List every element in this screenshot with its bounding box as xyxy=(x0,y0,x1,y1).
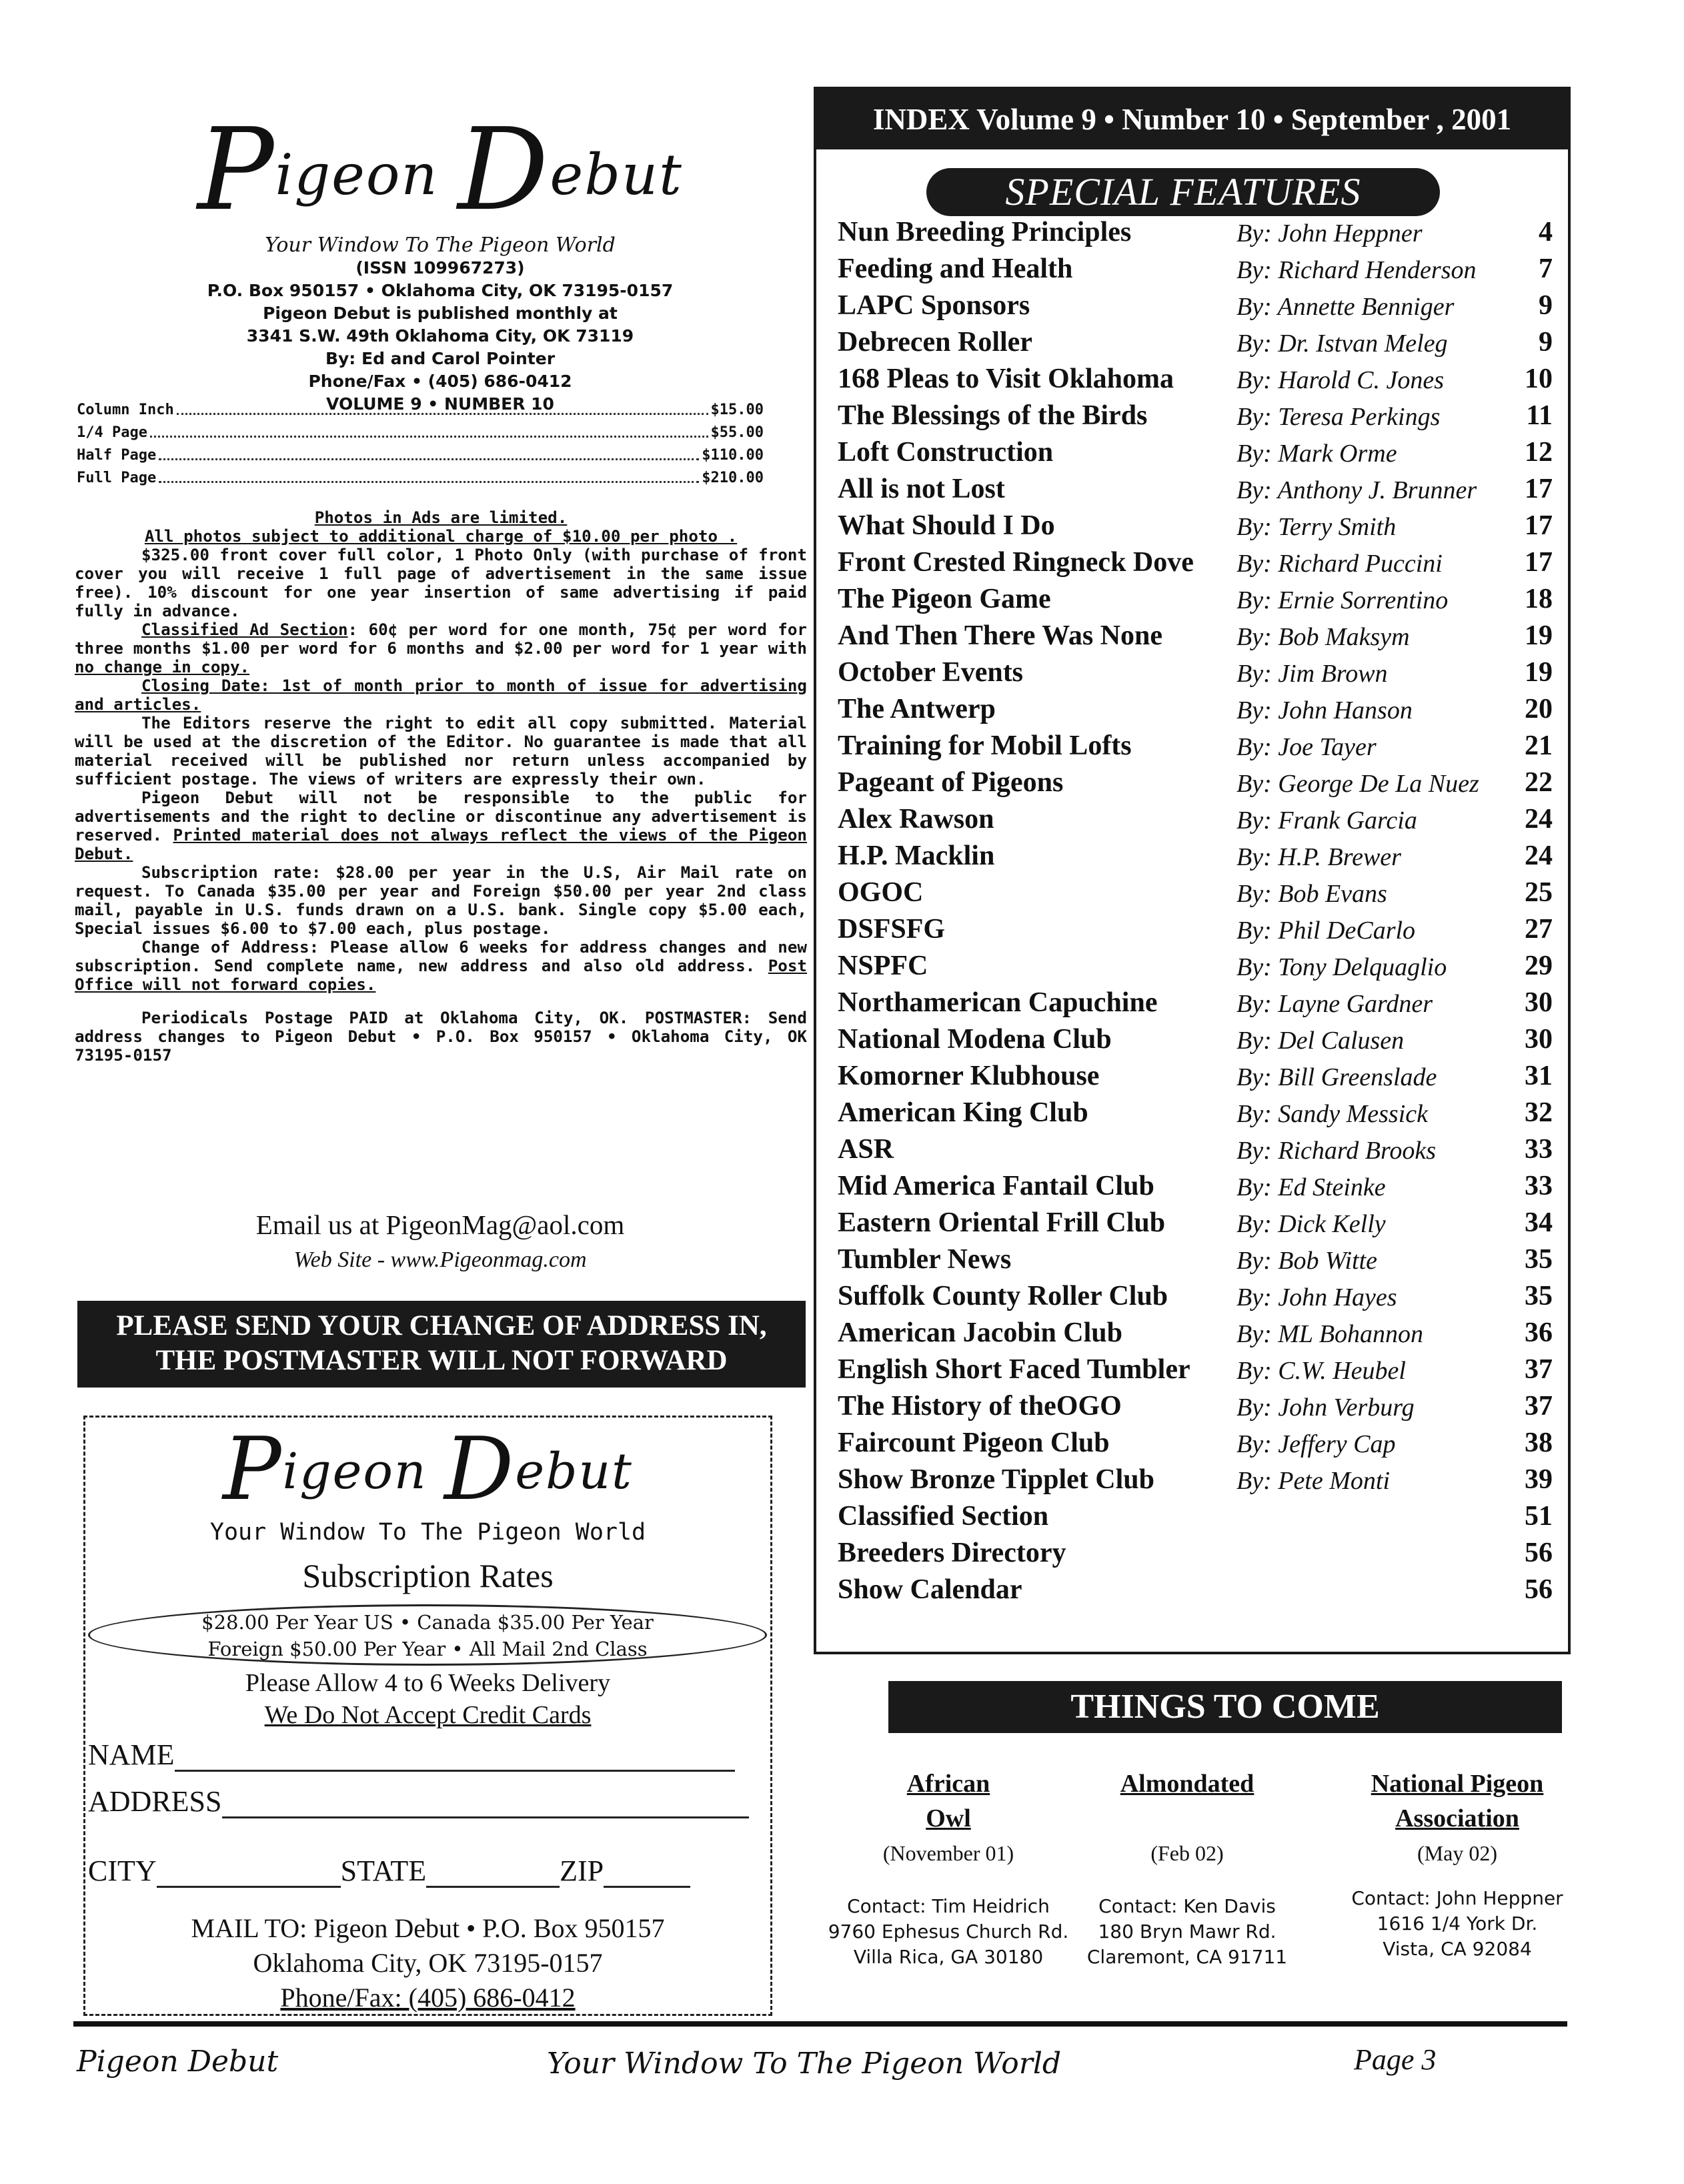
entry-page: 27 xyxy=(1525,914,1553,945)
front-cover-offer: $325.00 front cover full color, 1 Photo Only (with purchase of front cover you will receive 1 full page of advertisement in the same issue free). 10% discount for one year insertion of same advertising if paid fully in advance. xyxy=(75,546,807,620)
entry-title: Eastern Oriental Frill Club xyxy=(838,1207,1166,1238)
index-entry xyxy=(838,1353,1565,1390)
entry-author: By: Richard Henderson xyxy=(1236,256,1477,284)
name-field[interactable]: NAME xyxy=(88,1738,735,1772)
entry-title: American King Club xyxy=(838,1097,1088,1128)
index-entry xyxy=(838,620,1565,656)
event-street: 9760 Ephesus Church Rd. xyxy=(828,1921,1069,1943)
event-name-line2: Owl xyxy=(926,1804,971,1832)
entry-title: The History of theOGO xyxy=(838,1391,1122,1422)
event-item xyxy=(822,1766,1075,1970)
entry-page: 33 xyxy=(1525,1134,1553,1165)
entry-title: The Pigeon Game xyxy=(838,584,1051,614)
entry-page: 9 xyxy=(1539,290,1553,321)
index-entry xyxy=(838,1390,1565,1427)
event-street: 180 Bryn Mawr Rd. xyxy=(1098,1921,1277,1943)
entry-page: 25 xyxy=(1525,877,1553,908)
entry-author: By: Teresa Perkings xyxy=(1236,403,1441,431)
mailing-instructions: MAIL TO: Pigeon Debut • P.O. Box 950157 Oklahoma City, OK 73195-0157 Phone/Fax: (405) 686-0412 xyxy=(191,1913,665,2013)
entry-author: By: Bob Maksym xyxy=(1236,623,1410,651)
entry-author: By: Terry Smith xyxy=(1236,513,1397,541)
event-item xyxy=(1331,1766,1584,1962)
entry-page: 37 xyxy=(1525,1391,1553,1422)
entry-author: By: Jeffery Cap xyxy=(1236,1430,1396,1458)
entry-page: 24 xyxy=(1525,804,1553,835)
address-field[interactable]: ADDRESS xyxy=(88,1784,749,1818)
entry-author: By: Pete Monti xyxy=(1236,1467,1391,1495)
index-entry xyxy=(838,1500,1565,1537)
publication-note: Pigeon Debut is published monthly at xyxy=(263,304,618,323)
entry-author: By: Bill Greenslade xyxy=(1236,1063,1437,1091)
entry-author: By: C.W. Heubel xyxy=(1236,1357,1406,1385)
responsibility-note: Pigeon Debut will not be responsible to the public for advertisements and the right to decline or discontinue any advertisement is reserved. Printed material does not always reflect the views of the Pigeon Debut. xyxy=(75,788,807,863)
entry-page: 56 xyxy=(1525,1538,1553,1568)
entry-page: 9 xyxy=(1539,327,1553,358)
entry-title: LAPC Sponsors xyxy=(838,290,1030,321)
entry-author: By: H.P. Brewer xyxy=(1236,843,1401,871)
special-features-heading: SPECIAL FEATURES xyxy=(926,168,1440,216)
entry-page: 37 xyxy=(1525,1354,1553,1385)
index-entry xyxy=(838,1207,1565,1243)
editors-note: The Editors reserve the right to edit all copy submitted. Material will be used at the discretion of the Editor. No guarantee is made that all material received will be published nor return unless accompanied by sufficient postage. The views of writers are expressly their own. xyxy=(75,714,807,788)
entry-title: Nun Breeding Principles xyxy=(838,217,1132,247)
entry-page: 7 xyxy=(1539,253,1553,284)
photos-limited: Photos in Ads are limited. xyxy=(314,508,568,527)
index-entry xyxy=(838,1537,1565,1574)
entry-page: 36 xyxy=(1525,1317,1553,1348)
entry-page: 56 xyxy=(1525,1574,1553,1605)
index-entry xyxy=(838,253,1565,290)
index-entry xyxy=(838,400,1565,436)
index-entry xyxy=(838,216,1565,253)
entry-title: Pageant of Pigeons xyxy=(838,767,1064,798)
periodicals-note: Periodicals Postage PAID at Oklahoma City, OK. POSTMASTER: Send address changes to Pigeon Debut • P.O. Box 950157 • Oklahoma City, OK 73195-0157 xyxy=(75,1009,807,1065)
entry-title: Suffolk County Roller Club xyxy=(838,1281,1168,1311)
index-entry xyxy=(838,1243,1565,1280)
ad-rate-row: Full Page $210.00 xyxy=(77,467,764,490)
entry-title: English Short Faced Tumbler xyxy=(838,1354,1190,1385)
index-entry xyxy=(838,290,1565,326)
entry-title: And Then There Was None xyxy=(838,620,1163,651)
index-entry xyxy=(838,1317,1565,1353)
entry-title: ASR xyxy=(838,1134,894,1165)
event-name-line2: Association xyxy=(1395,1804,1519,1832)
phone-fax: Phone/Fax • (405) 686-0412 xyxy=(308,372,572,391)
things-to-come-heading: THINGS TO COME xyxy=(888,1681,1562,1733)
coupon-tagline: Your Window To The Pigeon World xyxy=(209,1519,646,1546)
entry-title: What Should I Do xyxy=(838,510,1055,541)
street-address: 3341 S.W. 49th Oklahoma City, OK 73119 xyxy=(246,326,634,346)
entry-page: 22 xyxy=(1525,767,1553,798)
entry-author: By: John Hanson xyxy=(1236,696,1413,724)
coupon-logo: Pigeon Debut xyxy=(223,1418,633,1520)
event-city: Claremont, CA 91711 xyxy=(1086,1946,1288,1968)
closing-date: Closing Date: 1st of month prior to month of issue for advertising and articles. xyxy=(75,676,807,714)
entry-author: By: ML Bohannon xyxy=(1236,1320,1424,1348)
entry-page: 24 xyxy=(1525,841,1553,871)
entry-page: 20 xyxy=(1525,694,1553,724)
entry-author: By: Ed Steinke xyxy=(1236,1173,1386,1201)
index-entry xyxy=(838,1170,1565,1207)
ad-rate-row: 1/4 Page $55.00 xyxy=(77,422,764,444)
entry-page: 35 xyxy=(1525,1244,1553,1275)
entry-author: By: John Heppner xyxy=(1236,219,1423,247)
entry-title: Show Calendar xyxy=(838,1574,1022,1605)
entry-author: By: Harold C. Jones xyxy=(1236,366,1444,394)
entry-page: 19 xyxy=(1525,620,1553,651)
entry-title: The Blessings of the Birds xyxy=(838,400,1148,431)
index-entry xyxy=(838,950,1565,987)
coupon-title: Subscription Rates xyxy=(302,1557,554,1594)
entry-page: 38 xyxy=(1525,1428,1553,1458)
index-entry xyxy=(838,987,1565,1023)
index-entry xyxy=(838,1464,1565,1500)
entry-page: 32 xyxy=(1525,1097,1553,1128)
entry-page: 21 xyxy=(1525,730,1553,761)
issn: (ISSN 109967273) xyxy=(355,258,525,278)
entry-page: 39 xyxy=(1525,1464,1553,1495)
entry-author: By: Tony Delquaglio xyxy=(1236,953,1447,981)
change-of-address-note: Change of Address: Please allow 6 weeks for address changes and new subscription. Send complete name, new address and also old address. Post Office will not forward copies. xyxy=(75,938,807,994)
contact-website: Web Site - www.Pigeonmag.com xyxy=(293,1247,587,1272)
event-date: (May 02) xyxy=(1417,1841,1497,1865)
index-entry xyxy=(838,363,1565,400)
event-contact: Contact: John Heppner xyxy=(1351,1887,1563,1909)
entry-title: Breeders Directory xyxy=(838,1538,1066,1568)
masthead-tagline: Your Window To The Pigeon World xyxy=(265,233,616,257)
index-entry xyxy=(838,583,1565,620)
index-entry xyxy=(838,473,1565,510)
entry-title: H.P. Macklin xyxy=(838,841,995,871)
entry-author: By: George De La Nuez xyxy=(1236,770,1479,798)
entry-title: Faircount Pigeon Club xyxy=(838,1428,1110,1458)
event-date: (Feb 02) xyxy=(1150,1841,1224,1865)
entry-author: By: Phil DeCarlo xyxy=(1236,917,1416,945)
entry-title: Northamerican Capuchine xyxy=(838,987,1158,1018)
entry-page: 18 xyxy=(1525,584,1553,614)
entry-page: 11 xyxy=(1526,400,1553,431)
advertising-policy xyxy=(75,508,807,1065)
volume-number: VOLUME 9 • NUMBER 10 xyxy=(326,394,554,414)
entry-title: Feeding and Health xyxy=(838,253,1073,284)
delivery-note: Please Allow 4 to 6 Weeks Delivery xyxy=(245,1669,611,1697)
city-state-zip-field[interactable]: CITY STATE ZIP xyxy=(88,1854,690,1888)
footer-tagline: Your Window To The Pigeon World xyxy=(547,2047,1062,2081)
entry-author: By: Frank Garcia xyxy=(1236,806,1417,835)
entry-page: 19 xyxy=(1525,657,1553,688)
entry-author: By: Mark Orme xyxy=(1236,440,1397,468)
entry-title: Classified Section xyxy=(838,1501,1049,1532)
ad-rate-row: Half Page $110.00 xyxy=(77,444,764,467)
ad-rates-table xyxy=(77,399,764,490)
index-entry xyxy=(838,436,1565,473)
entry-title: 168 Pleas to Visit Oklahoma xyxy=(838,364,1174,394)
entry-author: By: Anthony J. Brunner xyxy=(1236,476,1477,504)
index-entry xyxy=(838,840,1565,877)
entry-author: By: Jim Brown xyxy=(1236,660,1388,688)
entry-title: Debrecen Roller xyxy=(838,327,1032,358)
index-entry xyxy=(838,546,1565,583)
change-of-address-banner: PLEASE SEND YOUR CHANGE OF ADDRESS IN, THE POSTMASTER WILL NOT FORWARD xyxy=(77,1301,806,1388)
entry-page: 4 xyxy=(1539,217,1553,247)
index-box xyxy=(814,87,1571,1654)
entry-page: 34 xyxy=(1525,1207,1553,1238)
entry-title: American Jacobin Club xyxy=(838,1317,1123,1348)
footer-publication: Pigeon Debut xyxy=(77,2045,279,2079)
index-header: INDEX Volume 9 • Number 10 • September , 2001 xyxy=(816,89,1568,149)
entry-title: Komorner Klubhouse xyxy=(838,1061,1100,1091)
entry-author: By: Layne Gardner xyxy=(1236,990,1433,1018)
entry-title: All is not Lost xyxy=(838,474,1005,504)
entry-author: By: John Hayes xyxy=(1236,1283,1397,1311)
index-entry xyxy=(838,803,1565,840)
event-city: Vista, CA 92084 xyxy=(1383,1938,1532,1960)
index-entry xyxy=(838,693,1565,730)
entry-page: 17 xyxy=(1525,474,1553,504)
contact-email: Email us at PigeonMag@aol.com xyxy=(255,1209,625,1240)
event-street: 1616 1/4 York Dr. xyxy=(1377,1913,1538,1935)
entry-author: By: Richard Puccini xyxy=(1236,550,1443,578)
entry-title: Loft Construction xyxy=(838,437,1054,468)
event-name-line2 xyxy=(1060,1801,1314,1836)
index-entry xyxy=(838,877,1565,913)
entry-author: By: Dick Kelly xyxy=(1236,1210,1386,1238)
footer-rule xyxy=(73,2021,1567,2027)
index-entry xyxy=(838,1427,1565,1464)
entry-page: 12 xyxy=(1525,437,1553,468)
index-entry xyxy=(838,510,1565,546)
entry-page: 17 xyxy=(1525,547,1553,578)
event-item xyxy=(1060,1766,1314,1970)
index-entry xyxy=(838,730,1565,766)
entry-author: By: Ernie Sorrentino xyxy=(1236,586,1449,614)
entry-author: By: Bob Witte xyxy=(1236,1247,1378,1275)
entry-title: Training for Mobil Lofts xyxy=(838,730,1132,761)
entry-page: 35 xyxy=(1525,1281,1553,1311)
entry-title: October Events xyxy=(838,657,1024,688)
entry-title: The Antwerp xyxy=(838,694,996,724)
credit-card-note: We Do Not Accept Credit Cards xyxy=(264,1701,592,1729)
entry-author: By: Joe Tayer xyxy=(1236,733,1377,761)
features-list xyxy=(838,216,1565,1610)
mailing-address: P.O. Box 950157 • Oklahoma City, OK 73195-0157 xyxy=(207,281,674,300)
entry-author: By: Richard Brooks xyxy=(1236,1137,1436,1165)
entry-title: OGOC xyxy=(838,877,924,908)
event-contact: Contact: Tim Heidrich xyxy=(847,1895,1050,1917)
event-name: Almondated xyxy=(1120,1770,1254,1798)
entry-author: By: Del Calusen xyxy=(1236,1027,1405,1055)
page-number: Page 3 xyxy=(1354,2043,1437,2076)
index-entry xyxy=(838,1060,1565,1097)
index-entry xyxy=(838,1097,1565,1133)
entry-page: 29 xyxy=(1525,951,1553,981)
entry-title: DSFSFG xyxy=(838,914,946,945)
index-entry xyxy=(838,1574,1565,1610)
subscription-coupon xyxy=(83,1416,772,2016)
entry-author: By: Dr. Istvan Meleg xyxy=(1236,330,1448,358)
entry-page: 30 xyxy=(1525,1024,1553,1055)
event-name: National Pigeon xyxy=(1371,1770,1544,1798)
event-contact: Contact: Ken Davis xyxy=(1098,1895,1276,1917)
magazine-logo: Pigeon Debut xyxy=(197,104,683,236)
entry-page: 10 xyxy=(1525,364,1553,394)
entry-page: 51 xyxy=(1525,1501,1553,1532)
index-entry xyxy=(838,1023,1565,1060)
entry-title: Show Bronze Tipplet Club xyxy=(838,1464,1154,1495)
index-entry xyxy=(838,1280,1565,1317)
entry-page: 17 xyxy=(1525,510,1553,541)
subscription-note: Subscription rate: $28.00 per year in the U.S, Air Mail rate on request. To Canada $35.00 per year and Foreign $50.00 per year 2nd class mail, payable in U.S. funds drawn on a U.S. bank. Single copy $5.00 each, Special issues $6.00 to $7.00 each, plus postage. xyxy=(75,863,807,938)
index-entry xyxy=(838,1133,1565,1170)
index-entry xyxy=(838,913,1565,950)
entry-page: 30 xyxy=(1525,987,1553,1018)
event-date: (November 01) xyxy=(882,1841,1014,1865)
entry-title: Front Crested Ringneck Dove xyxy=(838,547,1194,578)
entry-title: Alex Rawson xyxy=(838,804,994,835)
event-name: African xyxy=(906,1770,990,1798)
index-entry xyxy=(838,326,1565,363)
classified-info: Classified Ad Section: 60¢ per word for one month, 75¢ per word for three months $1.00 per word for 6 months and $2.00 per word for 1 year with no change in copy. xyxy=(75,620,807,676)
entry-author: By: Annette Benniger xyxy=(1236,293,1455,321)
event-city: Villa Rica, GA 30180 xyxy=(853,1946,1044,1968)
entry-title: Tumbler News xyxy=(838,1244,1012,1275)
photo-charge: All photos subject to additional charge of $10.00 per photo . xyxy=(144,527,738,546)
entry-author: By: John Verburg xyxy=(1236,1394,1415,1422)
entry-page: 33 xyxy=(1525,1171,1553,1201)
entry-author: By: Sandy Messick xyxy=(1236,1100,1428,1128)
entry-title: NSPFC xyxy=(838,951,928,981)
publishers: By: Ed and Carol Pointer xyxy=(325,349,556,368)
entry-title: National Modena Club xyxy=(838,1024,1112,1055)
index-entry xyxy=(838,656,1565,693)
entry-page: 31 xyxy=(1525,1061,1553,1091)
entry-author: By: Bob Evans xyxy=(1236,880,1387,908)
entry-title: Mid America Fantail Club xyxy=(838,1171,1154,1201)
masthead xyxy=(73,104,807,416)
subscription-prices: $28.00 Per Year US • Canada $35.00 Per Year Foreign $50.00 Per Year • All Mail 2nd Class xyxy=(88,1604,767,1666)
ad-rate-row: Column Inch $15.00 xyxy=(77,399,764,422)
index-entry xyxy=(838,766,1565,803)
masthead-info xyxy=(73,257,807,416)
